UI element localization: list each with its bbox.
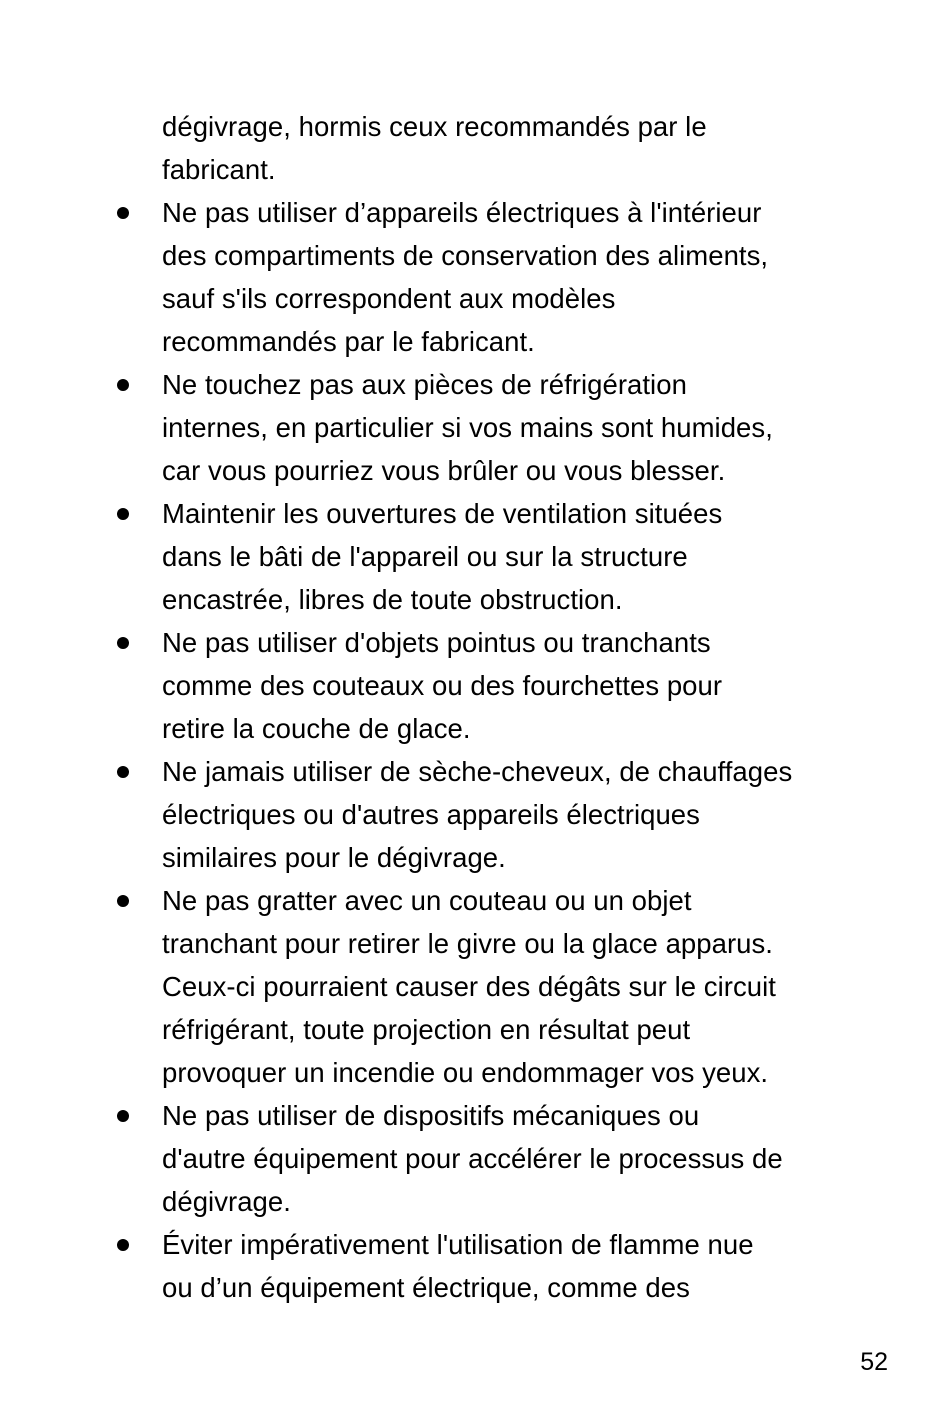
list-item-text: Ne jamais utiliser de sèche-cheveux, de chauffages électriques ou d'autres appareils électriques similaires pour le dégivrage. [162,756,793,873]
list-item [162,1223,902,1309]
page-number: 52 [860,1348,888,1376]
list-item-text: Maintenir les ouvertures de ventilation situées dans le bâti de l'appareil ou sur la structure encastrée, libres de toute obstruction. [162,498,723,615]
list-item-text: Ne pas utiliser de dispositifs mécaniques ou d'autre équipement pour accélérer le processus de dégivrage. [162,1100,783,1217]
list-item [162,879,902,1094]
bullet-icon [117,379,129,391]
bullet-icon [117,508,129,520]
list-item [162,621,902,750]
list-item-text: Ne pas utiliser d’appareils électriques à l'intérieur des compartiments de conservation des aliments, sauf s'ils correspondent aux modèles recommandés par le fabricant. [162,197,769,357]
list-item [162,750,902,879]
list-item-text: Éviter impérativement l'utilisation de flamme nue ou d’un équipement électrique, comme des [162,1229,754,1303]
list-item [162,191,902,363]
bullet-icon [117,895,129,907]
bullet-icon [117,207,129,219]
list-item [162,1094,902,1223]
safety-instructions [0,105,950,1309]
bullet-icon [117,1110,129,1122]
bullet-icon [117,766,129,778]
bullet-icon [117,1239,129,1251]
list-item-text: Ne pas gratter avec un couteau ou un objet tranchant pour retirer le givre ou la glace apparus. Ceux-ci pourraient causer des dégâts sur le circuit réfrigérant, toute projection en résultat peut provoquer un incendie ou endommager vos yeux. [162,885,776,1088]
continued-instruction-text: dégivrage, hormis ceux recommandés par le fabricant. [162,111,707,185]
list-item-text: Ne touchez pas aux pièces de réfrigération internes, en particulier si vos mains sont humides, car vous pourriez vous brûler ou vous blesser. [162,369,773,486]
list-item [162,363,902,492]
list-item-text: Ne pas utiliser d'objets pointus ou tranchants comme des couteaux ou des fourchettes pour retire la couche de glace. [162,627,723,744]
list-item [162,492,902,621]
bullet-icon [117,637,129,649]
